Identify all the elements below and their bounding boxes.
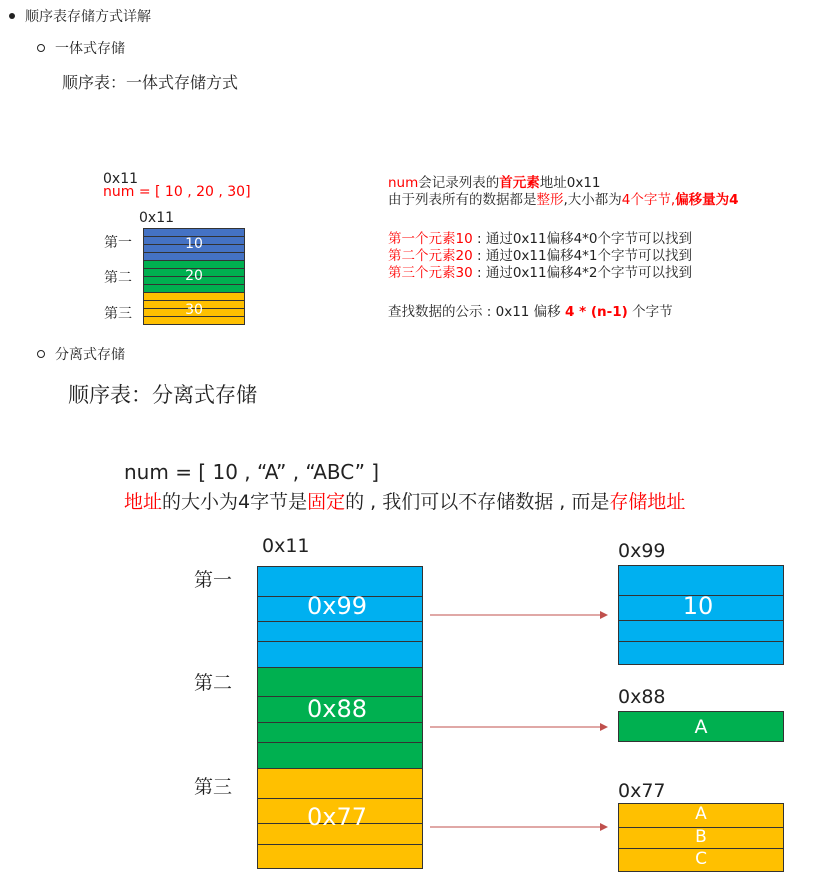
s1-l6-b: 4 * (n-1) [564, 304, 628, 320]
s2-block-address: 0x11 [262, 535, 310, 557]
s1-l2-e: 偏移量为4 [675, 192, 739, 208]
s1-l2-a: 由于列表所有的数据都是 [388, 192, 537, 208]
s1-l1-b: 会记录列表的 [418, 175, 500, 191]
s2-target-value-10: 10 [682, 592, 714, 620]
s1-l4-a: 第二个元素20 [388, 248, 473, 264]
s1-label-third: 第三 [104, 306, 132, 322]
s2-label-first: 第一 [194, 569, 233, 591]
s2-target-value-b: B [695, 827, 707, 847]
s2-desc-e: 存储地址 [609, 491, 686, 513]
s2-desc-b: 的大小为4字节是 [162, 491, 308, 513]
s2-list-expr: num = [ 10 , “A” , “ABC” ] [124, 460, 380, 484]
s2-target-cell [618, 641, 784, 665]
s1-l1-c: 首元素 [499, 175, 540, 191]
s1-l6-a: 查找数据的公示 : 0x11 偏移 [388, 304, 565, 320]
s1-l5-a: 第三个元素30 [388, 265, 473, 281]
s1-top-address: 0x11 [103, 171, 139, 187]
s1-label-first: 第一 [104, 235, 132, 251]
s2-target-address-0x99: 0x99 [618, 540, 666, 562]
s2-pointer-0x77: 0x77 [306, 803, 367, 831]
outline-sub1: 一体式存储 [55, 41, 125, 57]
s1-list-expr: num = [ 10 , 20 , 30] [103, 184, 251, 200]
s1-l5-b: : 通过0x11偏移4*2个字节可以找到 [472, 265, 693, 281]
s1-l2-c: ,大小都为 [563, 192, 622, 208]
s1-l6-c: 个字节 [627, 304, 673, 320]
s2-target-address-0x88: 0x88 [618, 686, 666, 708]
s1-l1-d: 地址0x11 [539, 175, 601, 191]
outline-sub2: 分离式存储 [55, 347, 125, 363]
s2-target-value-c: C [695, 849, 707, 869]
s1-l3-a: 第一个元素10 [388, 231, 473, 247]
s2-desc-c: 固定 [307, 491, 346, 513]
s1-l2-d: 4个字节, [621, 192, 676, 208]
section2-heading: 顺序表：分离式存储 [68, 383, 257, 407]
s2-label-second: 第二 [194, 672, 233, 694]
s2-target-value-a: A [695, 804, 707, 824]
s1-value-30: 30 [185, 302, 203, 318]
s2-target-cell [618, 620, 784, 642]
s1-l3-b: : 通过0x11偏移4*0个字节可以找到 [472, 231, 693, 247]
s1-value-10: 10 [185, 236, 203, 252]
s2-pointer-0x88: 0x88 [306, 695, 367, 723]
s1-l4-b: : 通过0x11偏移4*1个字节可以找到 [472, 248, 693, 264]
s2-desc-d: 的 , 我们可以不存储数据 , 而是 [345, 491, 610, 513]
s2-pointer-0x99: 0x99 [306, 592, 367, 620]
s2-target-value-a: A [694, 716, 708, 738]
section1-heading: 顺序表：一体式存储方式 [62, 73, 239, 92]
outline-title: 顺序表存储方式详解 [25, 9, 151, 25]
s2-desc-a: 地址 [124, 491, 163, 513]
s1-label-second: 第二 [104, 270, 132, 286]
s1-block-address: 0x11 [139, 210, 175, 226]
s1-value-20: 20 [185, 268, 203, 284]
s2-target-address-0x77: 0x77 [618, 780, 666, 802]
s2-label-third: 第三 [194, 776, 233, 798]
s1-l1-a: num [388, 175, 419, 191]
s1-l2-b: 整形 [536, 192, 564, 208]
